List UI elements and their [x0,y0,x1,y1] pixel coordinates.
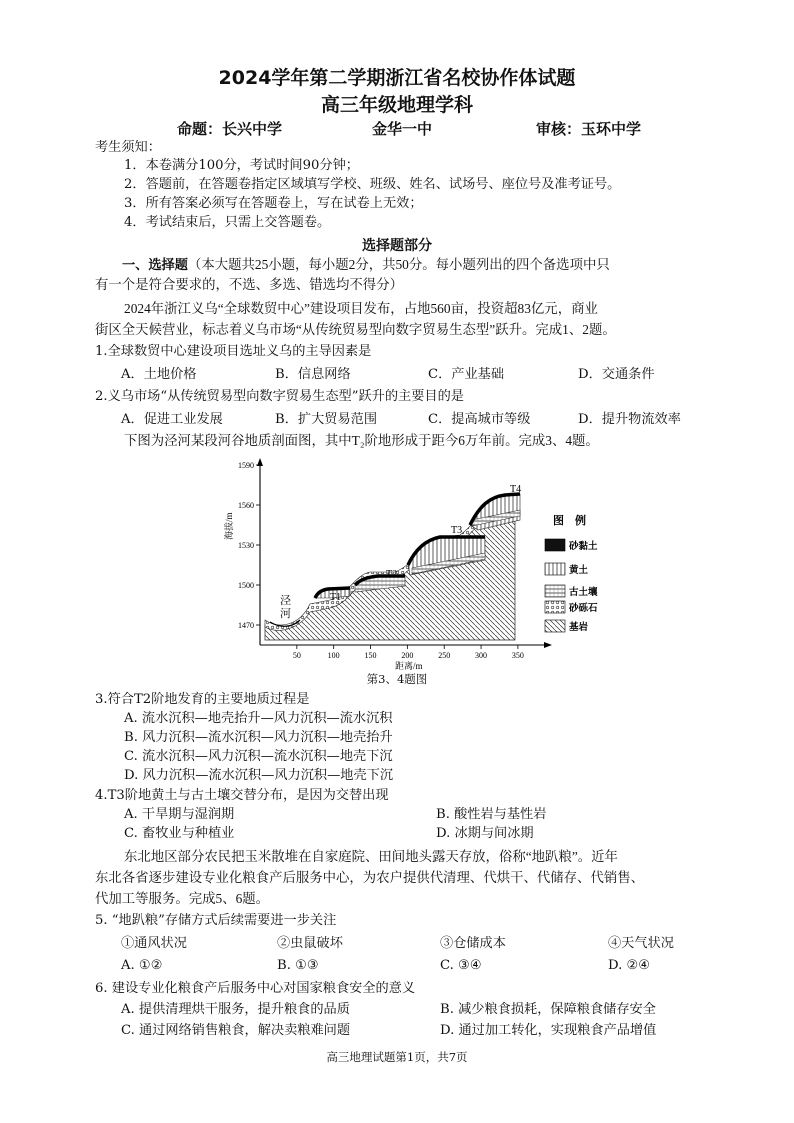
q5-stem: 5. “地趴粮”存储方式后续需要进一步关注 [95,913,337,928]
y-tick-label: 1470 [238,621,254,630]
q6-option-d[interactable]: D. 通过加工转化，实现粮食产品增值 [440,1023,657,1038]
passage3-line: 代加工等服务。完成5、6题。 [95,891,270,906]
q6-option-b[interactable]: B. 减少粮食损耗，保障粮食储存安全 [440,1002,656,1017]
legend-swatch-sandy-clay [545,539,565,551]
q2-option-c[interactable]: C．提高城市等级 [428,412,531,427]
q5-item: ②虫鼠破坏 [277,936,343,951]
q5-option-d[interactable]: D. ②④ [608,958,651,973]
part1-desc: （本大题共25小题，每小题2分，共50分。每小题列出的四个备选项中只 [187,257,610,272]
q1-option-a[interactable]: A．土地价格 [121,367,197,382]
legend-swatch-paleosol [545,585,565,597]
q5-item: ①通风状况 [121,936,187,951]
terrace-t2-label: T2 [386,569,398,580]
passage3-line: 东北地区部分农民把玉米散堆在自家庭院、田间地头露天存放，俗称“地趴粮”。近年 [124,849,618,864]
q2-stem: 2.义乌市场“从传统贸易型向数字贸易生态型”跃升的主要目的是 [95,389,464,404]
passage2: 下图为泾河某段河谷地质剖面图，其中T₂阶地形成于距今6万年前。完成3、4题。 [124,433,599,448]
q1-stem: 1.全球数贸中心建设项目选址义乌的主导因素是 [95,344,372,359]
x-tick-label: 100 [327,651,340,660]
q3-option-a[interactable]: A. 流水沉积—地壳抬升—风力沉积—流水沉积 [124,711,393,726]
notice-item: 1．本卷满分100分，考试时间90分钟； [124,158,359,173]
notice-heading: 考生须知： [95,140,161,155]
legend-swatch-loess [545,563,565,575]
legend-label: 黄土 [569,566,589,576]
part1-heading: 一、选择题 [122,258,188,273]
x-tick-label: 50 [292,651,301,660]
x-tick-label: 350 [511,651,524,660]
q5-item: ③仓储成本 [440,936,506,951]
q5-option-b[interactable]: B. ①③ [277,958,319,973]
legend-label: 砂砾石 [569,604,598,614]
y-tick-label: 1560 [238,501,254,510]
x-tick-label: 300 [475,651,488,660]
q1-option-d[interactable]: D．交通条件 [578,367,655,382]
q1-option-b[interactable]: B．信息网络 [275,367,351,382]
page-footer: 高三地理试题第1页，共7页 [326,1050,468,1064]
terrace-t4-label: T4 [510,484,522,495]
river-label: 泾 [280,595,291,607]
terrace-t3-label: T3 [451,525,463,536]
terrace-t1-label: T1 [330,592,342,603]
y-tick-label: 1500 [238,581,254,590]
passage1-line: 街区全天候营业，标志着义乌市场“从传统贸易型向数字贸易生态型”跃升。完成1、2题。 [95,322,616,337]
y-tick-label: 1530 [238,541,254,550]
q3-option-c[interactable]: C. 流水沉积—风力沉积—流水沉积—地壳下沉 [124,749,393,764]
legend-swatch-gravel [545,601,565,613]
legend-label: 基岩 [569,623,589,633]
q4-option-a[interactable]: A. 干旱期与湿润期 [124,807,235,822]
q5-option-c[interactable]: C. ③④ [440,958,482,973]
q3-option-d[interactable]: D. 风力沉积—流水沉积—风力沉积—地壳下沉 [124,768,394,783]
q2-option-b[interactable]: B．扩大贸易范围 [275,412,378,427]
y-tick-label: 1590 [238,461,254,470]
section-title: 选择题部分 [362,238,432,254]
y-axis-label: 海拔/m [224,512,234,540]
valley-profile-figure [222,455,598,687]
q5-option-a[interactable]: A. ①② [121,958,163,973]
figure-caption: 第3、4题图 [366,672,428,686]
reviewer: 审核：玉环中学 [536,120,642,138]
x-tick-label: 250 [438,651,451,660]
legend-label: 砂黏土 [569,542,598,552]
proposer: 命题：长兴中学 [177,120,283,138]
q4-stem: 4.T3阶地黄土与古土壤交替分布，是因为交替出现 [95,788,389,803]
q4-option-c[interactable]: C. 畜牧业与种植业 [124,826,235,841]
q3-stem: 3.符合T2阶地发育的主要地质过程是 [95,692,310,707]
q6-option-c[interactable]: C. 通过网络销售粮食，解决卖粮难问题 [121,1023,351,1038]
passage3-line: 东北各省逐步建设专业化粮食产后服务中心，为农户提供代清理、代烘干、代储存、代销售、 [95,870,645,885]
q3-option-b[interactable]: B. 风力沉积—流水沉积—风力沉积—地壳抬升 [124,730,393,745]
x-tick-label: 150 [364,651,377,660]
co-proposer: 金华一中 [372,120,433,138]
part1-desc-cont: 有一个是符合要求的，不选、多选、错选均不得分） [95,277,403,292]
legend-title: 图 例 [553,515,586,527]
exam-title: 2024学年第二学期浙江省名校协作体试题 [218,67,576,89]
q6-option-a[interactable]: A. 提供清理烘干服务，提升粮食的品质 [121,1002,350,1017]
x-axis-arrow [544,642,552,648]
q6-stem: 6. 建设专业化粮食产后服务中心对国家粮食安全的意义 [95,981,416,996]
x-axis-label: 距离/m [395,661,423,671]
legend-label: 古土壤 [569,588,598,598]
passage1-line: 2024年浙江义乌“全球数贸中心”建设项目发布，占地560亩，投资超83亿元，商业 [124,301,598,316]
river-label: 河 [280,608,291,620]
exam-subtitle: 高三年级地理学科 [320,94,473,116]
legend-swatch-bedrock [545,620,565,632]
q4-option-b[interactable]: B. 酸性岩与基性岩 [436,807,547,822]
q2-option-a[interactable]: A．促进工业发展 [121,412,223,427]
q1-option-c[interactable]: C．产业基础 [428,367,505,382]
q2-option-d[interactable]: D．提升物流效率 [578,412,681,427]
notice-item: 3．所有答案必须写在答题卷上，写在试卷上无效； [124,196,423,211]
x-tick-label: 200 [401,651,414,660]
notice-item: 4．考试结束后，只需上交答题卷。 [124,215,331,230]
q4-option-d[interactable]: D. 冰期与间冰期 [436,826,534,841]
notice-item: 2．答题前，在答题卷指定区域填写学校、班级、姓名、试场号、座位号及准考证号。 [124,177,621,192]
q5-item: ④天气状况 [608,936,674,951]
